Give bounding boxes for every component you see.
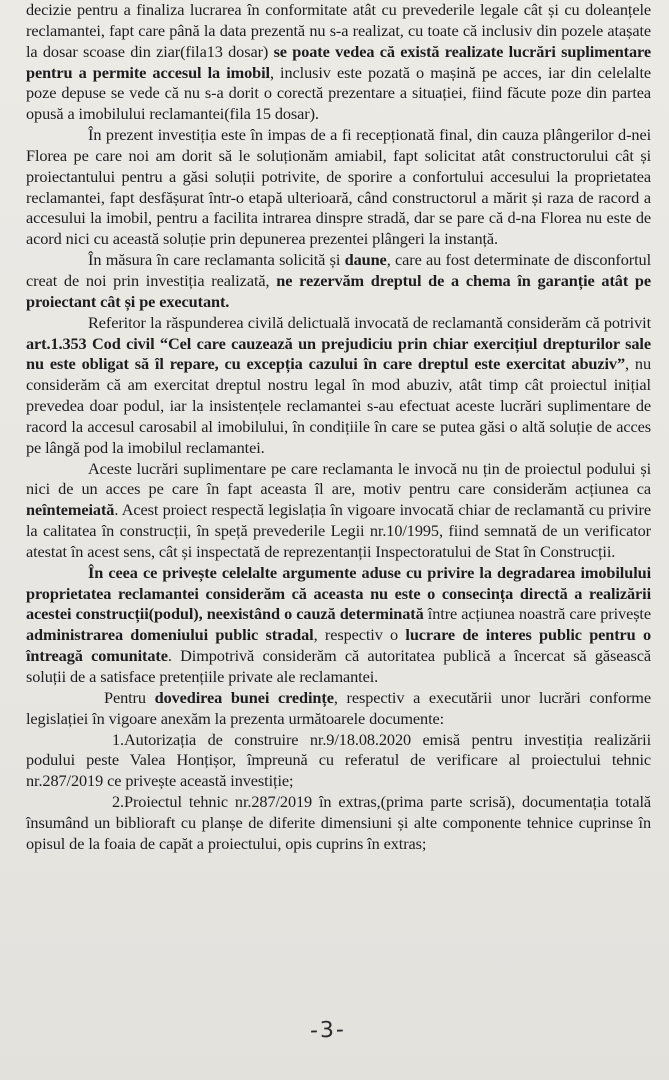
text-segment: Pentru [104,687,155,707]
text-segment: , nu considerăm că am exercitat dreptul nostru legal în mod abuziv, atât timp cât proiectul inițial prevedea doar podul, iar la insistențele reclamantei s-au efectuat aceste lucrări suplimentare de racord la accesul carosabil al imobilului, în condițiile în care se putea găsi o altă soluție de acces pe lângă pod la imobilul reclamantei. [26,354,651,457]
bold-segment: administrarea domeniului public stradal [26,625,314,645]
bold-segment: se poate vedea că există realizate lucrări suplimentare pentru a permite accesul la imobil [26,41,651,82]
document-body [26,0,651,855]
paragraph-7 [26,688,651,730]
text-segment: 2.Proiectul tehnic nr.287/2019 în extras,(prima parte scrisă), documentația totală însumând un biblioraft cu planșe de diferite dimensiuni și alte componente tehnice cuprinse în opisul de la foaia de capăt a proiectului, opis cuprins în extras; [26,792,651,853]
list-item-1 [26,730,651,793]
paragraph-6 [26,563,651,688]
bold-segment: daune [344,250,387,270]
bold-segment: neîntemeiată [26,500,115,520]
page-number: -3- [309,1017,347,1044]
paragraph-1 [26,0,651,125]
text-segment: . Acest proiect respectă legislația în vigoare invocată chiar de reclamantă cu privire la calitatea în construcții, în speță prevederile Legii nr.10/1995, fiind semnată de un verificator atestat în acest sens, cât și inspectată de reprezentanții Inspectoratului de Stat în Construcții. [26,500,651,561]
bold-segment: În ceea ce privește celelalte argumente aduse cu privire la degradarea imobilului proprietatea reclamantei considerăm că aceasta nu este o consecința directă a realizării acestei construcții(podul), neexistând o cauză determinată [26,562,651,624]
text-segment: decizie pentru a finaliza lucrarea în conformitate atât cu prevederile legale cât și cu doleanțele reclamantei, fapt care până la data prezentă nu s-a realizat, cu toate că inclusiv din pozele atașate la dosar scoase din ziar(fila13 dosar) [26,0,651,61]
text-segment: , care au fost determinate de disconfortul creat de noi prin investiția realizată, [26,250,651,290]
text-segment: 1.Autorizația de construire nr.9/18.08.2020 emisă pentru investiția realizării podului peste Valea Honțișor, împreună cu referatul de verificare al proiectului tehnic nr.287/2019 ce privește această investiție; [26,729,651,791]
bold-segment: lucrare de interes public pentru o întreagă comunitate [26,625,651,666]
text-segment: , respectiv a executării unor lucrări conforme legislației în vigoare anexăm la prezenta următoarele documente: [26,687,651,728]
list-item-2 [26,792,651,855]
text-segment: între acțiunea noastră care privește [423,604,651,624]
bold-segment: ne rezervăm dreptul de a chema în garanție atât pe proiectant cât și pe executant. [26,270,652,311]
text-segment: , respectiv o [313,625,406,645]
paragraph-3 [26,250,651,313]
text-segment: , inclusiv este pozată o mașină pe acces, iar din celelalte poze depuse se vede că nu s-a dorit o corectă prezentare a situației, fiind făcute poze din partea opusă a imobilului reclamantei(fila 15 dosar). [26,62,651,124]
bold-segment: art.1.353 Cod civil “Cel care cauzează un prejudiciu prin chiar exercițiul drepturilor sale nu este obligat să îl repare, cu excepția cazului în care dreptul este exercitat abuziv” [26,333,651,374]
paragraph-4 [26,313,651,459]
text-segment: . Dimpotrivă considerăm că autoritatea publică a încercat să găsească soluții de a satisface pretențiile private ale reclamantei. [26,646,651,686]
text-segment: Aceste lucrări suplimentare pe care reclamanta le invocă nu țin de proiectul podului și nici de un acces pe care în fapt aceasta îl are, motiv pentru care considerăm acțiunea ca [26,458,651,499]
paragraph-2 [26,125,651,250]
text-segment: În prezent investiția este în impas de a fi recepționată final, din cauza plângerilor d-nei Florea pe care noi am dorit să le soluționăm amiabil, fapt solicitat atât constructorului cât și proiectantului pentru a găsi soluții potrivite, de sporire a confortului accesului la proprietatea reclamantei, fapt desfășurat într-o etapă ulterioară, când constructorul a mărit și raza de racord a accesului la imobil, pentru a facilita intrarea dinspre stradă, dar se pare că d-na Florea nu este de acord nici cu această soluție prin depunerea prezentei plângeri la instanță. [26,125,651,249]
bold-segment: dovedirea bunei credințe [154,687,334,707]
paragraph-5 [26,459,651,563]
text-segment: Referitor la răspunderea civilă delictuală invocată de reclamantă considerăm că potrivit [88,312,651,332]
text-segment: În măsura în care reclamanta solicită și [88,250,345,270]
